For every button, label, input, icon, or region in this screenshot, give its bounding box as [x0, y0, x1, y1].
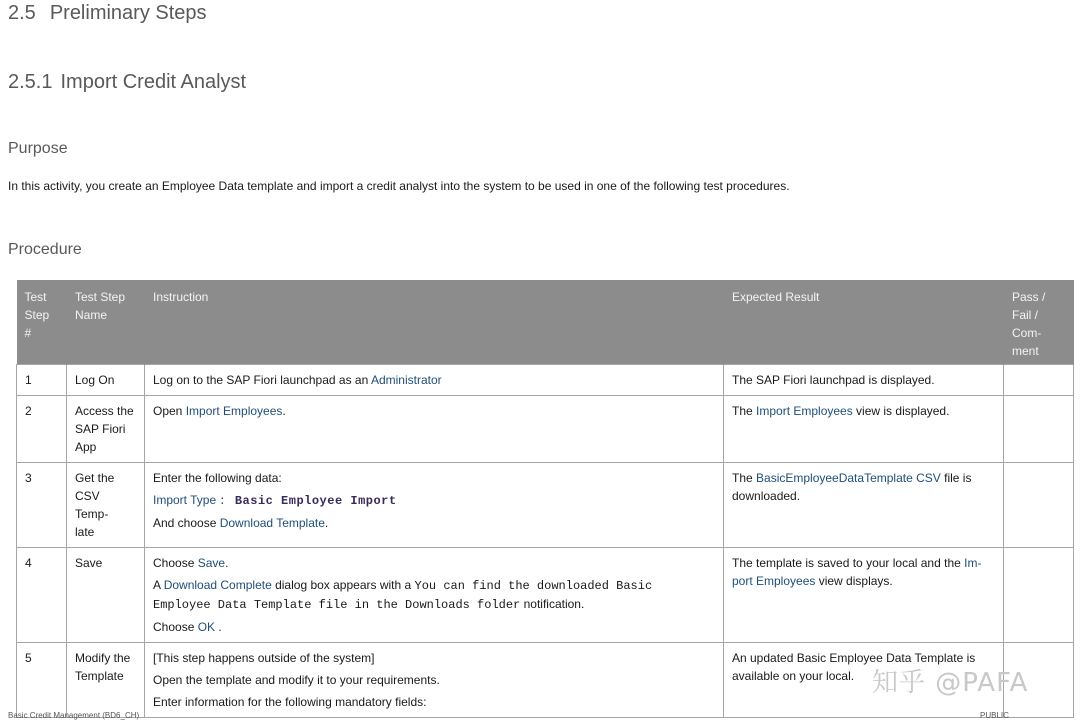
- instruction-text: Choose: [153, 556, 198, 570]
- save-link[interactable]: Save: [197, 556, 226, 570]
- expected-text: The: [732, 404, 757, 418]
- cell-step: 3: [17, 463, 67, 548]
- header-instruction: Instruction: [145, 280, 724, 365]
- table-header-row: [17, 280, 1074, 365]
- table-row: [17, 463, 1074, 548]
- instruction-line: [153, 576, 715, 614]
- cell-instruction: [145, 643, 724, 718]
- instruction-text: And choose: [153, 516, 220, 530]
- name-line: CSV Temp-: [75, 489, 109, 521]
- cell-expected: [724, 396, 1004, 463]
- instruction-line: [This step happens outside of the system]: [153, 651, 375, 665]
- section-number: 2.5: [8, 2, 36, 24]
- subsection-number: 2.5.1: [8, 71, 53, 93]
- cell-name: Log On: [67, 365, 145, 396]
- purpose-heading: Purpose: [8, 140, 68, 157]
- expected-text: The template is saved to your local and the: [732, 556, 965, 570]
- watermark: 知乎 @PAFA: [872, 668, 1029, 698]
- ok-link[interactable]: OK: [197, 620, 216, 634]
- subsection-title: Import Credit Analyst: [60, 71, 247, 93]
- header-step-name-l2: Name: [75, 308, 108, 322]
- import-type-field-line: [153, 491, 715, 510]
- cell-step: 2: [17, 396, 67, 463]
- csv-template-link[interactable]: BasicEmployeeDataTemplate CSV: [756, 471, 941, 485]
- section-title: Preliminary Steps: [49, 2, 207, 24]
- procedure-table: [16, 280, 1074, 718]
- import-employees-link[interactable]: Im-port Employees: [732, 556, 982, 588]
- download-complete-link[interactable]: Download Complete: [163, 578, 272, 592]
- cell-name: Save: [67, 548, 145, 643]
- name-line: late: [75, 525, 95, 539]
- cell-pass-fail: [1004, 396, 1074, 463]
- instruction-text: .: [324, 516, 329, 530]
- cell-instruction: [145, 396, 724, 463]
- header-step-name-l1: Test Step: [75, 290, 126, 304]
- cell-name: [67, 396, 145, 463]
- cell-pass-fail: [1004, 463, 1074, 548]
- name-line: Modify the: [75, 651, 131, 665]
- table-row: [17, 365, 1074, 396]
- administrator-link[interactable]: Administrator: [370, 373, 442, 387]
- cell-name: [67, 463, 145, 548]
- instruction-text: .: [225, 556, 229, 570]
- header-step-name: [67, 280, 145, 365]
- import-type-value: Basic Employee Import: [234, 494, 397, 508]
- cell-expected: [724, 463, 1004, 548]
- header-pass-fail: [1004, 280, 1074, 365]
- table-row: [17, 548, 1074, 643]
- header-test-step-l1: Test: [24, 290, 47, 304]
- expected-text: view is displayed.: [852, 404, 950, 418]
- cell-instruction: [145, 365, 724, 396]
- instruction-line: Enter the following data:: [153, 471, 282, 485]
- cell-expected: The SAP Fiori launchpad is displayed.: [724, 365, 1004, 396]
- section-heading: [8, 2, 207, 25]
- field-separator: ：: [219, 493, 232, 507]
- instruction-text: .: [282, 404, 286, 418]
- name-line: SAP Fiori: [75, 422, 126, 436]
- instruction-text: Log on to the SAP Fiori launchpad as an: [153, 373, 371, 387]
- cell-name: [67, 643, 145, 718]
- header-test-step-l2: Step #: [24, 308, 50, 340]
- table-row: [17, 396, 1074, 463]
- instruction-line: Open the template and modify it to your requirements.: [153, 673, 440, 687]
- import-type-label: Import Type: [153, 493, 217, 507]
- import-employees-link[interactable]: Import Employees: [185, 404, 283, 418]
- header-expected-result: Expected Result: [724, 280, 1004, 365]
- cell-step: 4: [17, 548, 67, 643]
- expected-text: view displays.: [815, 574, 893, 588]
- instruction-text: Open: [153, 404, 186, 418]
- instruction-text: Choose: [153, 620, 198, 634]
- expected-text: The: [732, 471, 757, 485]
- cell-step: 5: [17, 643, 67, 718]
- name-line: Template: [75, 669, 124, 683]
- procedure-heading: Procedure: [8, 241, 82, 258]
- instruction-text: notification.: [520, 597, 585, 611]
- header-pass-l1: Pass /: [1012, 290, 1046, 304]
- header-pass-l4: ment: [1012, 344, 1039, 358]
- cell-instruction: [145, 548, 724, 643]
- footer-document-name: Basic Credit Management (BD6_CH): [8, 711, 140, 720]
- name-line: App: [75, 440, 97, 454]
- instruction-text: A: [153, 578, 164, 592]
- download-template-link[interactable]: Download Template: [219, 516, 325, 530]
- instruction-line: [153, 514, 715, 532]
- subsection-heading: [8, 71, 246, 94]
- cell-pass-fail: [1004, 548, 1074, 643]
- name-line: Get the: [75, 471, 115, 485]
- cell-step: 1: [17, 365, 67, 396]
- notification-message: You can find the downloaded Basic Employee Data Template file in the Downloads folder: [153, 579, 653, 612]
- instruction-line: [153, 554, 715, 572]
- expected-text: file is downloaded.: [732, 471, 972, 503]
- footer-classification: PUBLIC: [980, 711, 1009, 720]
- header-pass-l3: Com-: [1012, 326, 1042, 340]
- header-test-step: [17, 280, 67, 365]
- instruction-line: [153, 618, 715, 636]
- cell-pass-fail: [1004, 365, 1074, 396]
- purpose-paragraph: In this activity, you create an Employee Data template and import a credit analyst into the system to be used in one of the following test procedures.: [8, 179, 790, 193]
- instruction-line: Enter information for the following mandatory fields:: [153, 695, 427, 709]
- cell-expected: [724, 548, 1004, 643]
- name-line: Access the: [75, 404, 134, 418]
- instruction-text: dialog box appears with a: [271, 578, 415, 592]
- cell-instruction: [145, 463, 724, 548]
- instruction-text: .: [215, 620, 222, 634]
- cell-expected: An updated Basic Employee Data Template is available on your local.: [724, 643, 1004, 718]
- import-employees-link[interactable]: Import Employees: [756, 404, 853, 418]
- header-pass-l2: Fail /: [1012, 308, 1039, 322]
